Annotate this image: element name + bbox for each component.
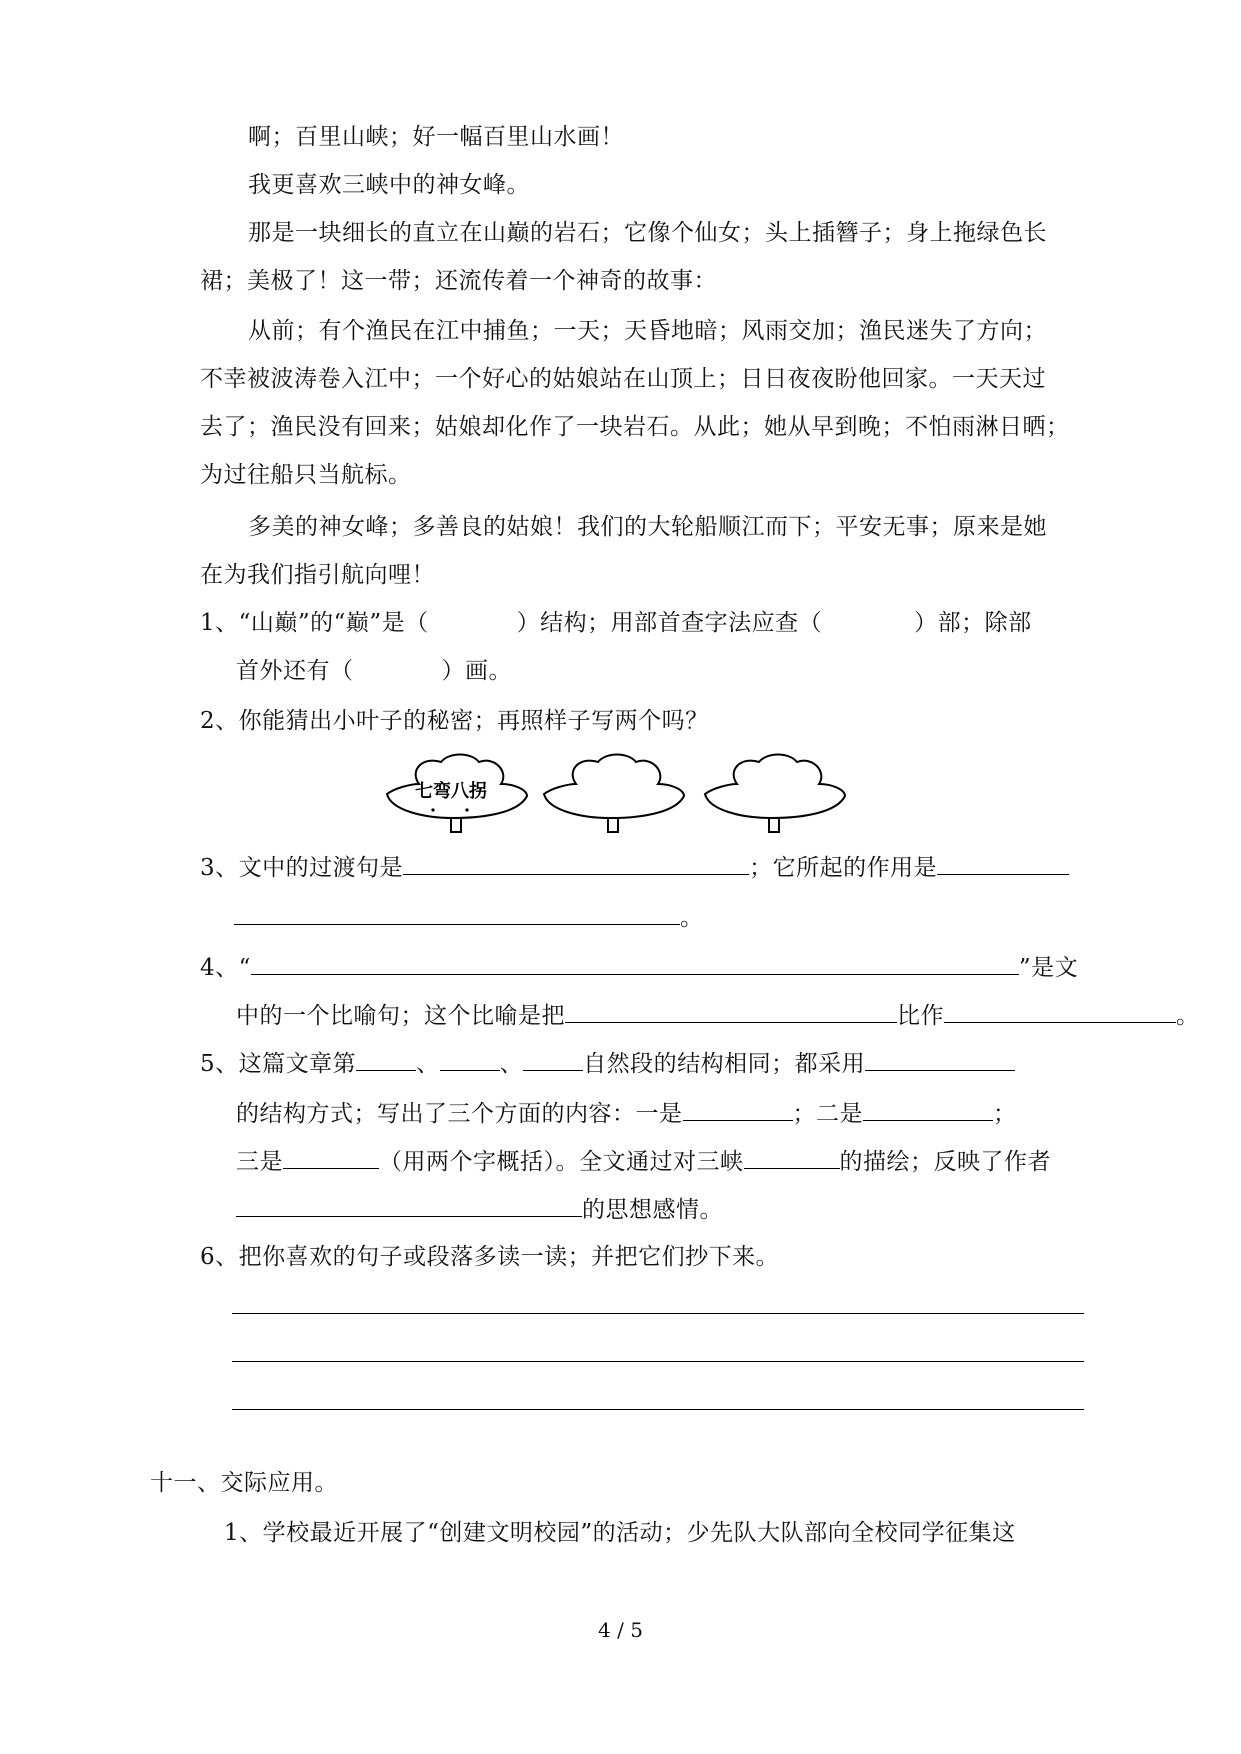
answer-rule[interactable]: [232, 1409, 1084, 1410]
passage-line: 在为我们指引航向哩！: [200, 562, 435, 588]
answer-rule[interactable]: [232, 1313, 1084, 1314]
passage-line: 我更喜欢三峡中的神女峰。: [248, 172, 530, 198]
answer-rule[interactable]: [232, 1361, 1084, 1362]
question-6: 6、把你喜欢的句子或段落多读一读；并把它们抄下来。: [200, 1244, 780, 1270]
passage-line: 多美的神女峰；多善良的姑娘！我们的大轮船顺江而下；平安无事；原来是她: [248, 514, 1047, 540]
question-1-line-2: 首外还有（ ）画。: [236, 658, 512, 684]
leaf-blank-shape[interactable]: [544, 755, 684, 833]
passage-line: 去了；渔民没有回来；姑娘却化作了一块岩石。从此；她从早到晚；不怕雨淋日晒；: [200, 414, 1070, 440]
question-4-line-1: 4、“ ”是文: [200, 952, 1078, 983]
question-2: 2、你能猜出小叶子的秘密；再照样子写两个吗？: [200, 708, 709, 734]
answer-blank[interactable]: [523, 1048, 583, 1071]
leaf-shapes: [383, 750, 863, 834]
answer-blank[interactable]: [944, 1000, 1176, 1023]
answer-blank[interactable]: [863, 1098, 993, 1121]
question-1-line-1: 1、“山巅”的“巅”是（ ）结构；用部首查字法应查（ ）部；除部: [200, 610, 1032, 636]
question-5-line-1: 5、这篇文章第 、 、 自然段的结构相同；都采用: [200, 1048, 1015, 1079]
answer-blank[interactable]: [865, 1048, 1015, 1071]
leaf-blank-shape[interactable]: [705, 755, 845, 833]
answer-blank[interactable]: [744, 1146, 840, 1169]
question-3-line-1: 3、文中的过渡句是 ；它所起的作用是: [200, 852, 1069, 883]
question-3-line-2: 。: [234, 902, 704, 933]
section-11-question-1: 1、学校最近开展了“创建文明校园”的活动；少先队大队部向全校同学征集这: [224, 1520, 1016, 1546]
passage-line: 啊；百里山峡；好一幅百里山水画！: [248, 124, 624, 150]
passage-line: 不幸被波涛卷入江中；一个好心的姑娘站在山顶上；日日夜夜盼他回家。一天天过: [200, 366, 1046, 392]
answer-blank[interactable]: [403, 852, 749, 875]
passage-line: 那是一块细长的直立在山巅的岩石；它像个仙女；头上插簪子；身上拖绿色长: [248, 220, 1047, 246]
answer-blank[interactable]: [565, 1000, 897, 1023]
answer-blank[interactable]: [937, 852, 1069, 875]
page-number: 4 / 5: [598, 1618, 643, 1642]
passage-line: 为过往船只当航标。: [200, 462, 412, 488]
question-5-line-3: 三是 （用两个字概括）。全文通过对三峡 的描绘；反映了作者: [236, 1146, 1051, 1177]
answer-blank[interactable]: [283, 1146, 379, 1169]
answer-blank[interactable]: [683, 1098, 793, 1121]
section-11-title: 十一、交际应用。: [150, 1470, 338, 1496]
answer-blank[interactable]: [251, 952, 1019, 975]
question-5-line-4: 的思想感情。: [236, 1194, 723, 1225]
passage-line: 裙；美极了！这一带；还流传着一个神奇的故事：: [200, 268, 717, 294]
answer-blank[interactable]: [440, 1048, 500, 1071]
answer-blank[interactable]: [236, 1194, 582, 1217]
question-4-line-2: 中的一个比喻句；这个比喻是把 比作 。: [236, 1000, 1200, 1031]
leaf-example-text: 七弯八拐: [415, 781, 487, 802]
question-5-line-2: 的结构方式；写出了三个方面的内容：一是 ；二是 ；: [236, 1098, 1017, 1129]
answer-blank[interactable]: [234, 902, 680, 925]
passage-line: 从前；有个渔民在江中捕鱼；一天；天昏地暗；风雨交加；渔民迷失了方向；: [248, 318, 1047, 344]
answer-blank[interactable]: [356, 1048, 416, 1071]
